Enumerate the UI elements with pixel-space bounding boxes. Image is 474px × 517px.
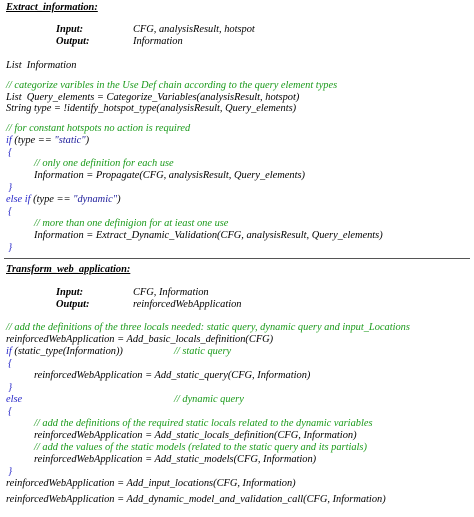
section-title-extract: Extract_information: [6,2,98,13]
output-label: Output: [56,36,90,47]
code-line: reinforcedWebApplication = Add_dynamic_model_and_validation_call(CFG, Information) [6,494,386,505]
string-dynamic: "dynamic" [73,194,118,205]
code-fragment: (type == [30,194,74,205]
code-line: Information = Propagate(CFG, analysisResult, Query_elements) [34,170,305,181]
input-label: Input: [56,287,84,298]
output-label: Output: [56,299,90,310]
code-comment: // static query [174,346,232,357]
code-comment: // more than one definigion for at ieast one use [34,218,229,229]
section-divider [4,258,470,259]
brace-close: } [8,242,13,253]
brace-open: { [8,147,13,158]
code-comment: // categorize varibles in the Use Def chain according to the query element types [6,80,338,91]
brace-open: { [8,358,13,369]
code-comment: // add the values of the static models (related to the static query and its partials) [34,442,367,453]
string-static: "static" [54,135,86,146]
section-title-transform: Transform_web_application: [6,264,131,275]
code-line: List Information [6,60,77,71]
code-comment: // only one definition for each use [34,158,174,169]
keyword-if: if [6,346,12,357]
code-fragment: (static_type(Information)) [11,346,123,357]
code-line: String type = !identify_hotspot_type(analysisResult, Query_elements) [6,103,297,114]
brace-close: } [8,382,13,393]
code-fragment: (type == [11,135,55,146]
output-value: reinforcedWebApplication [133,299,242,310]
code-comment: // add the definitions of the three locals needed: static query, dynamic query and input_Locations [6,322,410,333]
code-fragment: ) [85,135,90,146]
code-line: reinforcedWebApplication = Add_basic_locals_definition(CFG) [6,334,274,345]
brace-open: { [8,206,13,217]
code-fragment: ) [117,194,121,205]
code-line [6,194,121,206]
keyword-else: else [6,394,23,405]
code-line: reinforcedWebApplication = Add_static_models(CFG, Information) [34,454,317,465]
code-line: List Query_elements = Categorize_Variables(analysisResult, hotspot) [6,92,300,103]
code-line: reinforcedWebApplication = Add_static_query(CFG, Information) [34,370,311,381]
code-line: reinforcedWebApplication = Add_input_locations(CFG, Information) [6,478,296,489]
code-comment: // add the definitions of the required static locals related to the dynamic variables [34,418,373,429]
input-value: CFG, analysisResult, hotspot [133,24,255,35]
keyword-if: if [6,135,12,146]
brace-open: { [8,406,13,417]
input-label: Input: [56,24,84,35]
keyword-else-if: else if [6,194,31,205]
input-value: CFG, Information [133,287,209,298]
code-comment: // for constant hotspots no action is required [6,123,191,134]
code-comment: // dynamic query [174,394,244,405]
code-line: reinforcedWebApplication = Add_static_locals_definition(CFG, Information) [34,430,357,441]
output-value: Information [133,36,183,47]
brace-close: } [8,182,13,193]
code-line [6,346,123,358]
brace-close: } [8,466,13,477]
code-line: Information = Extract_Dynamic_Validation(CFG, analysisResult, Query_elements) [34,230,383,241]
code-line [6,135,89,147]
